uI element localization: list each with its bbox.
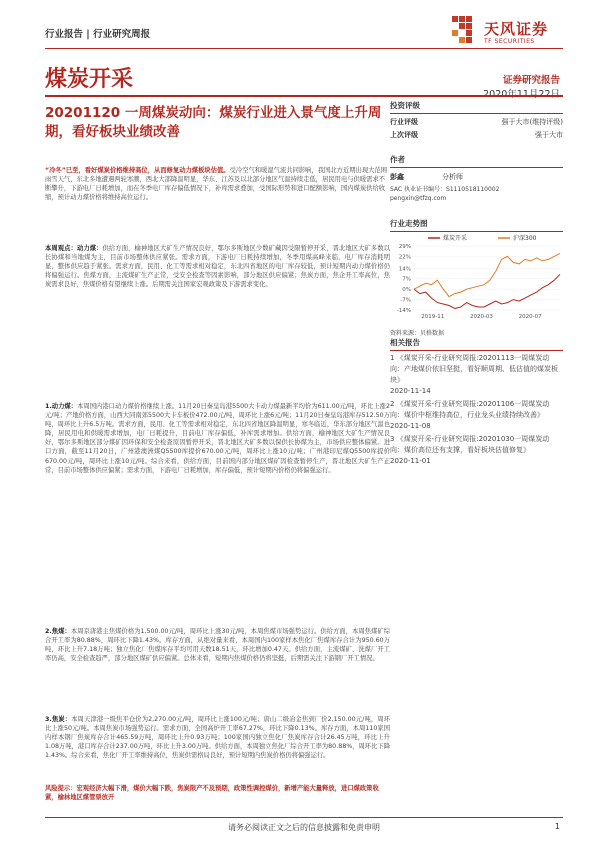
intro-lead: “冷冬”已至，看好煤炭价格维持高位，从而修复动力煤板块估值。 <box>45 167 230 174</box>
section-lead: 2.焦煤： <box>45 628 71 635</box>
disclaimer-footer: 请务必阅读正文之后的信息披露和免责申明 <box>228 823 380 832</box>
y-tick-label: 14% <box>398 266 411 273</box>
rating-value: 强于大市(维持评级) <box>501 118 563 126</box>
investment-rating <box>390 100 563 140</box>
logo-mark-icon <box>452 16 480 48</box>
title-divider <box>45 95 563 97</box>
footer-divider <box>45 817 563 818</box>
related-report-date: 2020-11-01 <box>390 457 431 465</box>
industry-trend-chart <box>390 232 563 324</box>
summary-paragraph <box>45 244 390 359</box>
rating-title: 投资评级 <box>390 100 563 114</box>
intro-text: 受冷空气和暖湿气流共同影响，我国北方近期出现大范围雨雪天气，东北多地遭遇两轮寒潮，西北大部降温明显，华东、江苏及以北部分地区气温持续走低，居民用电与供暖需求不断攀升，下游电厂日耗增加，而在冬季电厂库存偏低情况下，补库需求叠加，受国际形势和进口配额影响，国内煤炭供给收缩，预计动力煤价格将维持高位运行。 <box>45 167 388 202</box>
y-tick-label: -7% <box>400 297 411 304</box>
related-report-date: 2020-11-14 <box>390 387 431 395</box>
series-line-hs300 <box>414 253 560 296</box>
section-lead: 3.焦炭： <box>45 716 72 723</box>
section-coking-coal <box>45 627 390 715</box>
author-title: 作者 <box>390 154 563 168</box>
y-tick-label: 29% <box>398 244 411 250</box>
summary-text: 供给方面，榆神地区大矿生产情况良好，鄂尔多斯地区少数矿藏因受限暂停开采，晋北地区大矿多数以长协煤和当地煤为主，目前市场整体供应紧张。需求方面，下游电厂日耗持续增加，冬季用煤高峰来临，电厂库存消耗明显，整体供应趋于紧张。需求方面，民用、化工等需求相对稳定，东北四省地区的电厂库存较低，预计短期内动力煤价格仍将偏强运行。焦煤方面，主流煤矿生产正常，受安全检查等因素影响，部分地区供应偏紧；焦炭方面，焦企开工率高位，焦炭需求良好，焦煤价格有望继续上涨。后期需关注国家宏观政策及下游需求变化。 <box>45 245 390 289</box>
section-thermal-coal <box>45 402 390 627</box>
section-text: 本周天津港一级焦平仓价为2,270.00元/吨，周环比上涨100元/吨；唐山二级冶金焦到厂价2,150.00元/吨，周环比上涨50元/吨。本周焦炭市场强势运行。需求方面，全国高炉开工率67.27%，环比下降0.13%。库存方面，本周110家国内样本钢厂焦炭库存合计465.59万吨，周环比上升0.93万吨；100家国内独立焦化厂焦炭库存合计26.45万吨，环比上升1.08万吨，港口库存合计237.00万吨，环比上升3.00万吨。供给方面，本周独立焦化厂综合开工率为80.88%，周环比下降1.43%。综合来看，焦化厂开工率维持高位，焦炭供需格局良好，预计短期内焦炭价格仍将偏强运行。 <box>45 716 390 760</box>
y-tick-label: 22% <box>398 254 411 261</box>
y-tick-label: 7% <box>402 276 411 283</box>
industry-name: 煤炭开采 <box>45 67 134 92</box>
x-tick-label: 2020-03 <box>469 314 493 320</box>
section-text: 本周京唐港主焦煤价格为1,500.00元/吨，周环比上涨30元/吨，本周焦煤市场强势运行。供给方面，本周焦煤矿综合开工率为80.88%，周环比下降1.43%。库存方面，从绝对量来看，本周国内100家样本焦化厂焦煤库存合计为950.60万吨，环比上升7.18万吨；独立焦化厂焦煤库存平均可用天数18.51天，环比增加0.47天。供给方面，主流煤矿、洗煤厂开工率仍高，安全检查趋严，部分地区煤矿供应偏紧。总体来看，短期内焦煤价格仍将坚挺，后期需关注下游钢厂开工情况。 <box>45 628 390 663</box>
section-lead: 1.动力煤： <box>45 403 78 410</box>
trend-title: 行业走势图 <box>390 218 563 232</box>
related-report-item[interactable] <box>390 399 563 432</box>
related-report-item[interactable] <box>390 434 563 467</box>
rating-key: 行业评级 <box>390 118 418 126</box>
rating-value: 强于大市 <box>535 131 563 139</box>
related-report-text: 3 《煤炭开采-行业研究周报:20201030一周煤炭动向：煤价高位还有支撑，看好板块估值修复》 <box>390 435 550 454</box>
related-report-text: 2 《煤炭开采-行业研究周报:20201106一周煤炭动向：煤价中枢维持高位，行业龙头业绩持续改善》 <box>390 400 550 419</box>
x-tick-label: 2019-11 <box>421 314 445 320</box>
report-type: 证券研究报告 <box>502 75 560 86</box>
report-title: 20201120 一周煤炭动向：煤炭行业进入景气度上升周期，看好板块业绩改善 <box>45 105 382 140</box>
related-report-item[interactable] <box>390 353 563 397</box>
author-cert: SAC 执业证书编号：S1110518110002 <box>390 186 500 193</box>
logo-text-cn: 天风证券 <box>484 20 549 38</box>
author-role: 分析师 <box>442 173 463 181</box>
legend-label: 煤炭开采 <box>443 235 468 242</box>
rating-row <box>390 130 563 140</box>
header-divider <box>45 48 563 49</box>
risk-warning: 风险提示：宏观经济大幅下滑，煤价大幅下跌，焦炭限产不及预期，政策性调控煤价，新增产能大量释放，进口煤政策收紧，榆林地区煤管票放开 <box>45 785 379 802</box>
author-block <box>390 154 563 202</box>
rating-key: 上次评级 <box>390 131 418 139</box>
page-number: 1 <box>554 822 560 831</box>
related-report-text: 1 《煤炭开采-行业研究周报:20201113一周煤炭动向：产地煤价依旧坚挺，看好顺周期、低估值的煤炭板块》 <box>390 354 558 384</box>
breadcrumb: 行业报告 | 行业研究周报 <box>45 29 151 40</box>
series-line-coal <box>414 274 560 308</box>
rating-row <box>390 117 563 127</box>
report-date <box>483 86 560 100</box>
trend-section <box>390 218 563 232</box>
logo-text-en: TF SECURITIES <box>484 38 535 45</box>
related-reports <box>390 337 563 467</box>
legend-label: 沪深300 <box>513 235 537 242</box>
chart-source: 资料来源：贝格数据 <box>390 330 445 337</box>
intro-paragraph <box>45 166 390 202</box>
y-tick-label: -14% <box>396 308 411 314</box>
summary-lead: 本周观点：动力煤： <box>45 245 103 252</box>
x-tick-label: 2020-07 <box>518 314 542 320</box>
author-name: 彭鑫 <box>390 173 404 181</box>
author-email[interactable]: pengxin@tfzq.com <box>390 195 447 202</box>
y-tick-label: 0% <box>402 287 411 294</box>
section-text: 本周国内港口动力煤价格继续上涨。11月20日秦皇岛港5500大卡动力煤最新平均价为611.00元/吨，环比上涨2元/吨；产地价格方面，山西大同南郊5500大卡车板价472.00元/吨，周环比上涨6元/吨；11月20日秦皇岛港库存512.50万吨，周环比上升6.5万吨。需求方面，民用、化工等需求相对稳定，东北四省地区降温明显，寒冬临近，华东部分地区气温也降，居民用电和供暖需求增加，电厂日耗提升，目前电厂库存偏低，补库需求增加。供给方面，榆神地区大矿生产情况良好，鄂尔多斯地区部分煤矿因环保和安全检查原因暂停开采，晋北地区大矿多数以保供长协煤为主，市场供应整体偏紧。进口方面，截至11月20日，广州港澳洲煤Q5500库提价670.00元/吨，周环比上涨10元/吨；广州港印尼煤Q5500库提价670.00元/吨，周环比上涨10元/吨。综合来看，供给方面，目前国内部分地区煤矿因检查暂停生产，晋北地区大矿生产正常，目前市场整体供应偏紧；需求方面，下游电厂日耗增加，库存偏低，预计短期内价格仍将偏强运行。 <box>45 403 390 474</box>
related-report-date: 2020-11-08 <box>390 422 431 430</box>
author-line <box>390 172 563 182</box>
related-title: 相关报告 <box>390 337 563 351</box>
